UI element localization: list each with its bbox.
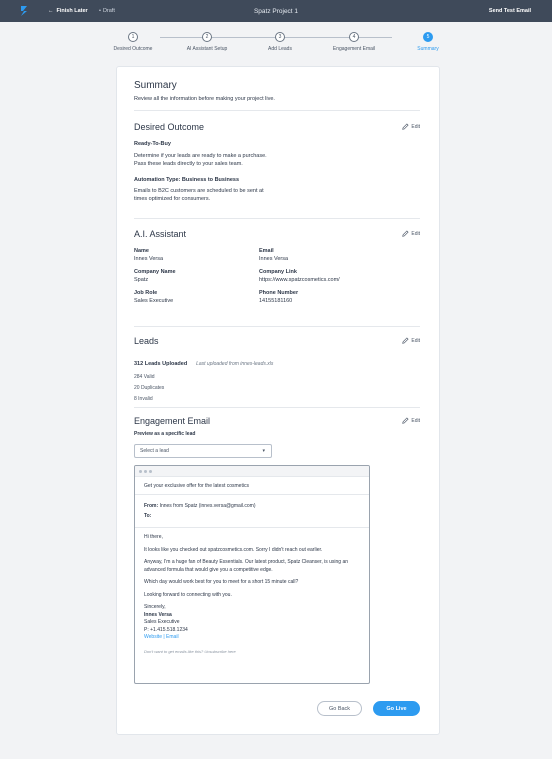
step-label: Desired Outcome xyxy=(113,46,153,52)
field-value: 14155181160 xyxy=(259,298,293,304)
top-bar xyxy=(0,0,552,22)
field-phone-number xyxy=(259,290,419,304)
email-paragraph: It looks like you checked out spatzcosmetics.com. Sorry I didn't reach out earlier. xyxy=(144,546,323,553)
email-greeting: Hi there, xyxy=(144,534,163,540)
step-label: Add Leads xyxy=(268,46,292,52)
field-value: Spatz xyxy=(134,277,149,283)
field-value: Innes Versa xyxy=(134,256,164,262)
last-uploaded-text: Last uploaded from innes-leads.xls xyxy=(196,361,274,367)
field-company-link xyxy=(259,269,419,283)
step-add-leads[interactable] xyxy=(240,32,320,52)
from-row xyxy=(144,501,360,511)
signature-name: Innes Versa xyxy=(144,611,172,618)
divider xyxy=(134,218,420,219)
leads-uploaded-count: 312 Leads Uploaded xyxy=(134,361,188,367)
email-subject: Get your exclusive offer for the latest cosmetics xyxy=(135,477,369,495)
step-number: 2 xyxy=(202,32,212,42)
field-label: Phone Number xyxy=(259,290,299,296)
email-line: advanced formula that would give you a competitive edge. xyxy=(144,566,273,573)
go-live-button[interactable]: Go Live xyxy=(373,701,420,716)
signature-links[interactable]: Website | Email xyxy=(144,634,179,640)
signature-closing: Sincerely, xyxy=(144,604,166,610)
step-number: 1 xyxy=(128,32,138,42)
divider xyxy=(134,326,420,327)
preview-label: Preview as a specific lead xyxy=(134,431,196,437)
email-line: Anyway, I'm a huge fan of Beauty Essentials. Our latest product, Spatz Cleanser, is using an xyxy=(144,559,349,565)
field-value: Sales Executive xyxy=(134,298,174,304)
step-number: 5 xyxy=(423,32,433,42)
desired-outcome-section xyxy=(134,122,420,203)
email-paragraph: Looking forward to connecting with you. xyxy=(144,591,232,598)
divider xyxy=(134,407,420,408)
pencil-icon xyxy=(402,123,409,130)
section-title: Engagement Email xyxy=(134,416,211,426)
divider xyxy=(134,110,420,111)
pencil-icon xyxy=(402,230,409,237)
dot-icon: • xyxy=(99,8,101,14)
edit-desired-outcome-button[interactable] xyxy=(402,123,420,130)
section-title: Leads xyxy=(134,336,159,346)
pencil-icon xyxy=(402,417,409,424)
engagement-email-section xyxy=(134,416,420,437)
edit-leads-button[interactable] xyxy=(402,337,420,344)
go-back-button[interactable]: Go Back xyxy=(317,701,362,716)
pencil-icon xyxy=(402,337,409,344)
edit-label: Edit xyxy=(411,123,420,130)
email-preview xyxy=(134,465,370,684)
to-row xyxy=(144,511,360,521)
send-test-email-button[interactable]: Send Test Email xyxy=(488,8,531,14)
step-number: 3 xyxy=(275,32,285,42)
field-email xyxy=(259,248,419,262)
edit-label: Edit xyxy=(411,417,420,424)
field-value: Innes Versa xyxy=(259,256,289,262)
arrow-left-icon: ← xyxy=(48,8,54,14)
email-header xyxy=(135,495,369,528)
signature-phone: P: +1.415.518.1234 xyxy=(144,626,188,633)
section-title: A.I. Assistant xyxy=(134,229,187,239)
field-label: Company Name xyxy=(134,269,176,275)
outcome-text: Pass these leads directly to your sales team. xyxy=(134,161,243,167)
summary-header xyxy=(134,80,420,102)
from-value: Innes from Spatz (innes.versa@gmail.com) xyxy=(159,503,256,509)
step-label: Summary xyxy=(417,46,439,52)
to-label: To: xyxy=(144,513,152,519)
step-ai-assistant-setup[interactable] xyxy=(167,32,247,52)
field-label: Email xyxy=(259,248,274,254)
step-label: AI Assistant Setup xyxy=(186,46,228,52)
outcome-text: Determine if your leads are ready to make a purchase. xyxy=(134,153,267,159)
field-label: Company Link xyxy=(259,269,297,275)
progress-stepper xyxy=(110,32,442,60)
page-title: Summary xyxy=(134,80,177,91)
leads-uploaded-row xyxy=(134,352,420,370)
unsubscribe-link[interactable]: Don't want to get emails like this? Unsubscribe here xyxy=(144,648,236,654)
ai-assistant-section xyxy=(134,229,420,239)
automation-text: Emails to B2C customers are scheduled to be sent at xyxy=(134,188,264,194)
dot-icon xyxy=(144,470,147,473)
edit-label: Edit xyxy=(411,337,420,344)
invalid-count: 8 Invalid xyxy=(134,396,153,402)
edit-engagement-email-button[interactable] xyxy=(402,417,420,424)
step-desired-outcome[interactable] xyxy=(93,32,173,52)
project-title: Spatz Project 1 xyxy=(253,7,299,15)
step-engagement-email[interactable] xyxy=(314,32,394,52)
dot-icon xyxy=(149,470,152,473)
assistant-fields xyxy=(134,248,419,304)
field-label: Name xyxy=(134,248,149,254)
field-company-name xyxy=(134,269,259,283)
lead-select[interactable] xyxy=(134,444,272,458)
from-label: From: xyxy=(144,503,159,509)
field-value: https://www.spatzcosmetics.com/ xyxy=(259,277,340,283)
email-signature xyxy=(144,604,360,642)
email-body xyxy=(135,528,369,661)
select-placeholder: Select a lead xyxy=(140,448,169,454)
summary-card xyxy=(116,66,440,735)
section-title: Desired Outcome xyxy=(134,122,205,132)
window-controls xyxy=(135,466,369,477)
automation-text: times optimized for consumers. xyxy=(134,196,211,202)
field-label: Job Role xyxy=(134,290,158,296)
valid-count: 284 Valid xyxy=(134,374,155,380)
step-summary[interactable] xyxy=(388,32,468,52)
page-subtitle: Review all the information before making your project live. xyxy=(134,96,275,102)
finish-later-label: Finish Later xyxy=(56,8,88,14)
automation-heading: Automation Type: Business to Business xyxy=(134,177,240,183)
dot-icon xyxy=(139,470,142,473)
signature-role: Sales Executive xyxy=(144,619,180,625)
field-name xyxy=(134,248,259,262)
step-number: 4 xyxy=(349,32,359,42)
email-paragraph: Which day would work best for you to meet for a short 15 minute call? xyxy=(144,579,299,585)
step-label: Engagement Email xyxy=(332,46,376,52)
caret-down-icon: ▾ xyxy=(262,448,265,454)
field-job-role xyxy=(134,290,259,304)
draft-label: Draft xyxy=(102,8,115,14)
edit-ai-assistant-button[interactable] xyxy=(402,230,420,237)
email-paragraph xyxy=(144,559,360,574)
edit-label: Edit xyxy=(411,230,420,237)
outcome-heading: Ready-To-Buy xyxy=(134,141,171,147)
leads-section xyxy=(134,336,420,405)
duplicates-count: 20 Duplicates xyxy=(134,385,165,391)
